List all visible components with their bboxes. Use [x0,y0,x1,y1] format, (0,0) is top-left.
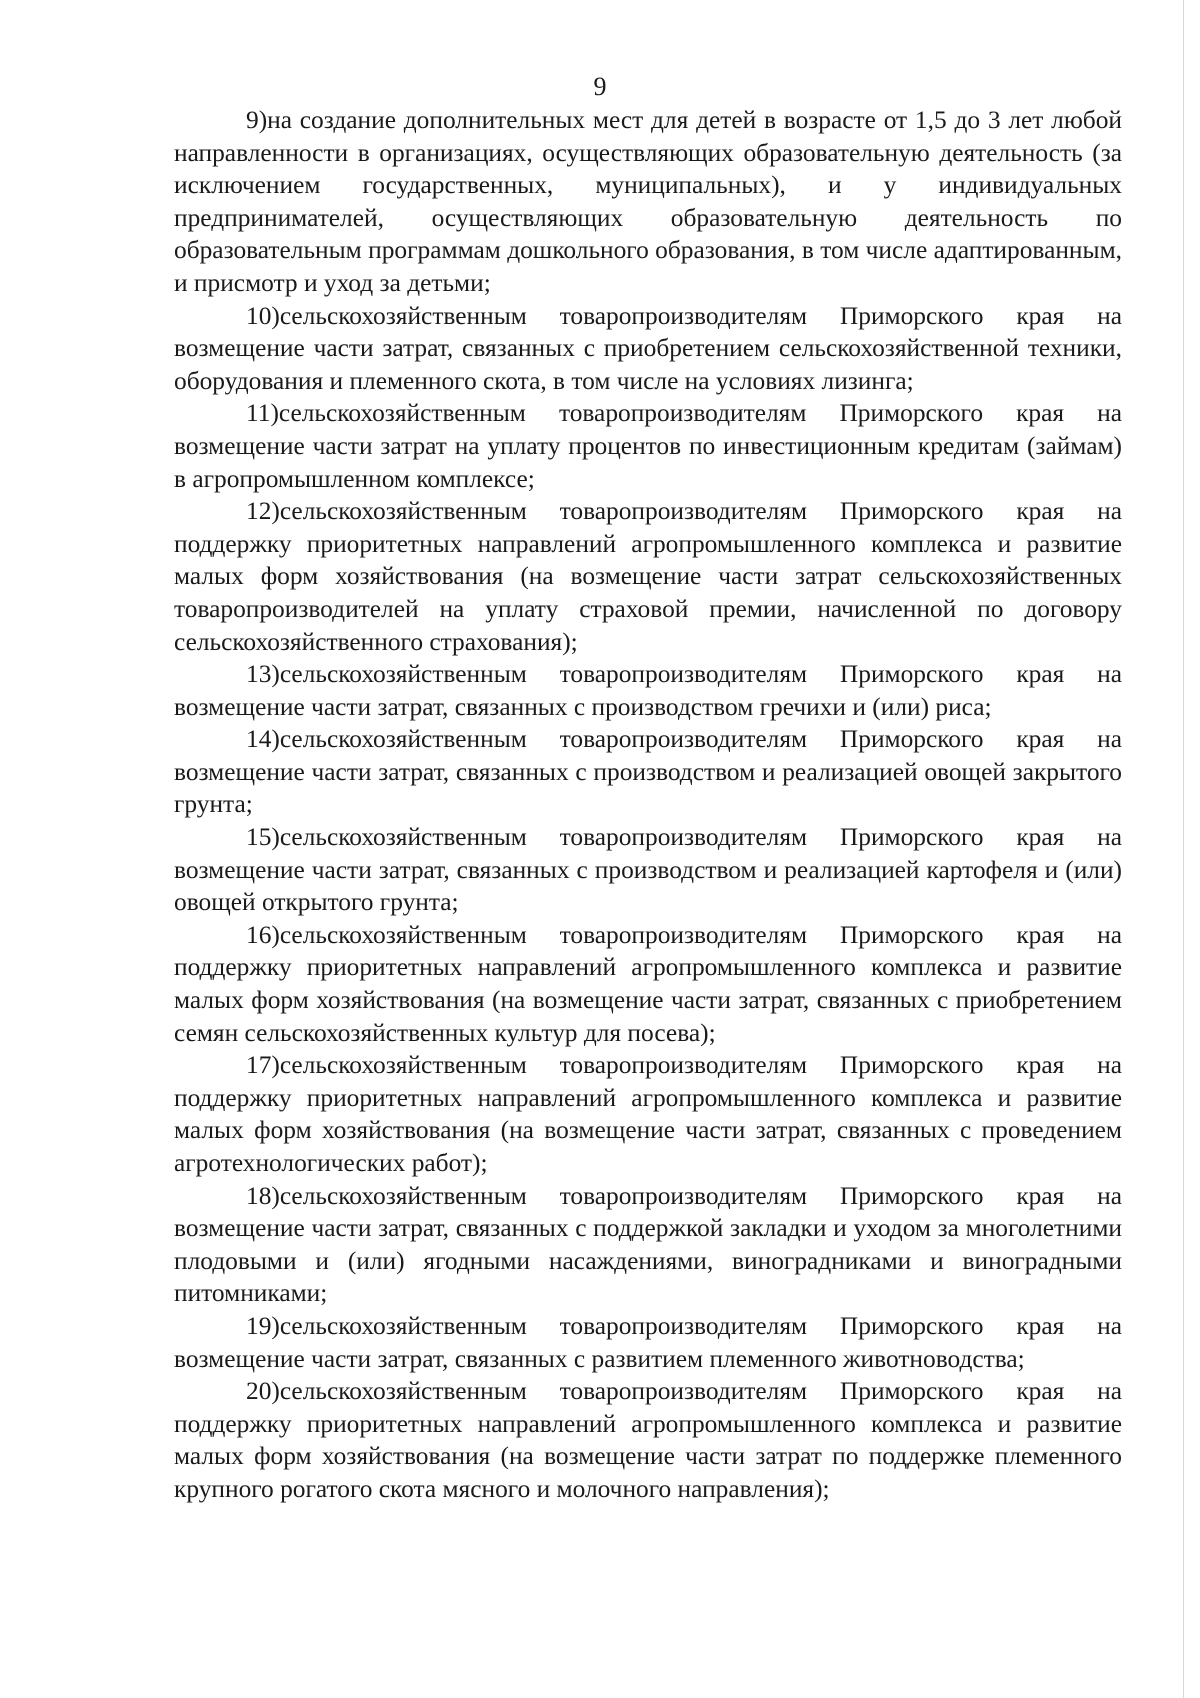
list-item: 18)сельскохозяйственным товаропроизводителям Приморского края на возмещение части затрат, связанных с поддержкой закладки и уходом за многолетними плодовыми и (или) ягодными насаждениями, виноградниками и виноградными питомниками; [174,1181,1122,1308]
document-body [174,104,1122,1506]
list-item: 12)сельскохозяйственным товаропроизводителям Приморского края на поддержку приоритетных направлений агропромышленного комплекса и развитие малых форм хозяйствования (на возмещение части затрат сельскохозяйственных товаропроизводителей на уплату страховой премии, начисленной по договору сельскохозяйственного страхования); [174,497,1122,656]
list-item: 17)сельскохозяйственным товаропроизводителям Приморского края на поддержку приоритетных направлений агропромышленного комплекса и развитие малых форм хозяйствования (на возмещение части затрат, связанных с проведением агротехнологических работ); [174,1051,1122,1177]
list-item: 11)сельскохозяйственным товаропроизводителям Приморского края на возмещение части затрат на уплату процентов по инвестиционным кредитам (займам) в агропромышленном комплексе; [174,399,1122,493]
list-item: 9)на создание дополнительных мест для детей в возрасте от 1,5 до 3 лет любой направленности в организациях, осуществляющих образовательную деятельность (за исключением государственных, муниципальных), и у индивидуальных предпринимателей, осуществляющих образовательную деятельность по образовательным программам дошкольного образования, в том числе адаптированным, и присмотр и уход за детьми; [174,106,1122,297]
list-item: 19)сельскохозяйственным товаропроизводителям Приморского края на возмещение части затрат, связанных с развитием племенного животноводства; [174,1311,1122,1373]
list-item: 13)сельскохозяйственным товаропроизводителям Приморского края на возмещение части затрат, связанных с производством гречихи и (или) риса; [174,660,1122,721]
list-item: 10)сельскохозяйственным товаропроизводителям Приморского края на возмещение части затрат, связанных с приобретением сельскохозяйственной техники, оборудования и племенного скота, в том числе на условиях лизинга; [174,301,1122,395]
page-number: 9 [593,72,607,101]
list-item: 16)сельскохозяйственным товаропроизводителям Приморского края на поддержку приоритетных направлений агропромышленного комплекса и развитие малых форм хозяйствования (на возмещение части затрат, связанных с приобретением семян сельскохозяйственных культур для посева); [174,920,1122,1047]
list-item: 20)сельскохозяйственным товаропроизводителям Приморского края на поддержку приоритетных направлений агропромышленного комплекса и развитие малых форм хозяйствования (на возмещение части затрат по поддержке племенного крупного рогатого скота мясного и молочного направления); [174,1377,1122,1503]
list-item: 15)сельскохозяйственным товаропроизводителям Приморского края на возмещение части затрат, связанных с производством и реализацией картофеля и (или) овощей открытого грунта; [174,823,1122,917]
scan-edge-line [1183,0,1184,1698]
list-item: 14)сельскохозяйственным товаропроизводителям Приморского края на возмещение части затрат, связанных с производством и реализацией овощей закрытого грунта; [174,725,1122,819]
